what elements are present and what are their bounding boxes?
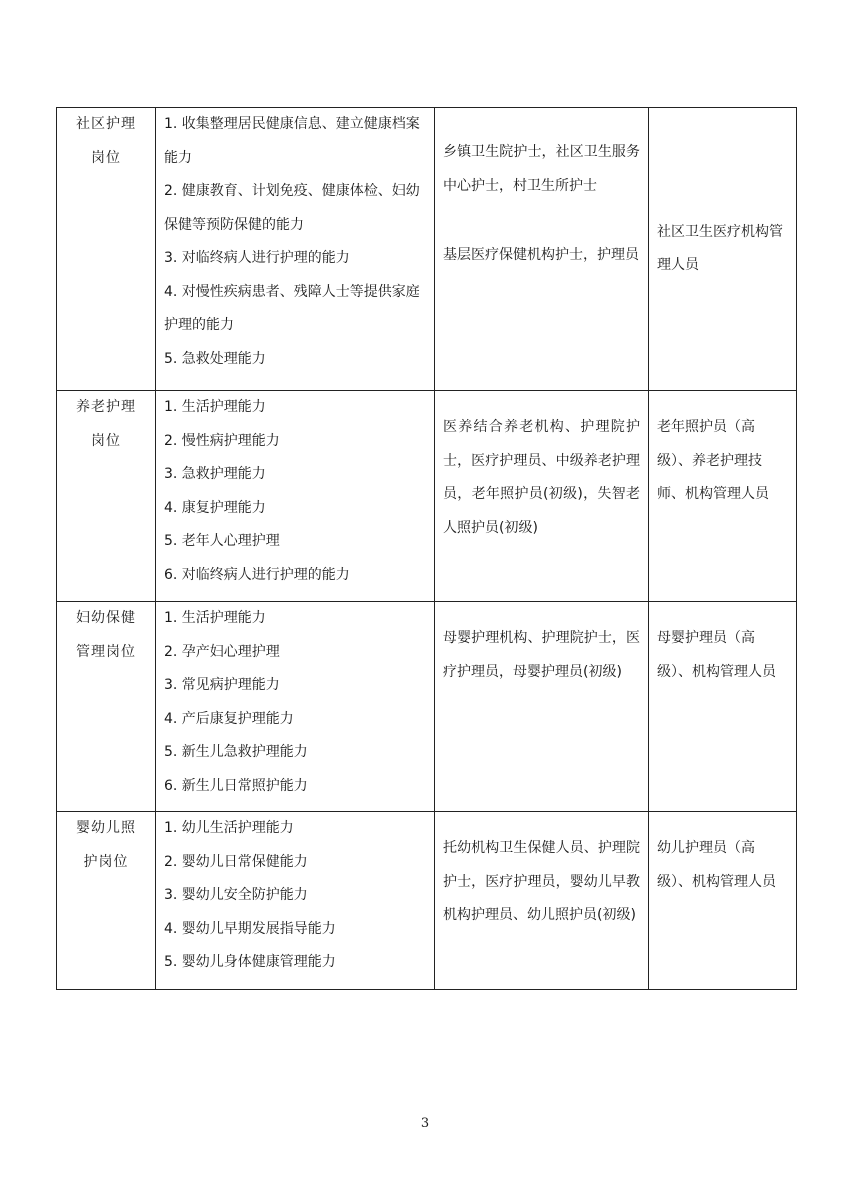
positions-cell — [435, 602, 649, 812]
role-line: 养老护理 — [76, 399, 136, 415]
ability-item: 2. 婴幼儿日常保健能力 — [164, 853, 308, 870]
table-row — [57, 602, 797, 812]
ability-item: 1. 幼儿生活护理能力 — [164, 820, 294, 836]
promotion-text: 社区卫生医疗机构管理人员 — [657, 223, 783, 273]
ability-item: 3. 婴幼儿安全防护能力 — [164, 887, 308, 903]
ability-item: 3. 急救护理能力 — [164, 466, 266, 482]
positions-text: 医养结合养老机构、护理院护士，医疗护理员、中级养老护理员，老年照护员(初级)，失智老人照护员(初级) — [443, 419, 640, 536]
role-line: 管理岗位 — [76, 643, 136, 660]
role-cell — [57, 602, 156, 812]
role-cell — [57, 108, 156, 391]
ability-item: 5. 急救处理能力 — [164, 350, 266, 367]
ability-item: 3. 常见病护理能力 — [164, 677, 280, 693]
positions-text: 托幼机构卫生保健人员、护理院护士，医疗护理员，婴幼儿早教机构护理员、幼儿照护员(初级) — [443, 840, 640, 923]
abilities-cell — [156, 108, 435, 391]
promotion-cell — [649, 602, 797, 812]
ability-item: 5. 新生儿急救护理能力 — [164, 744, 308, 760]
ability-item: 6. 新生儿日常照护能力 — [164, 777, 308, 794]
ability-item: 4. 产后康复护理能力 — [164, 710, 294, 727]
ability-item: 2. 孕产妇心理护理 — [164, 643, 280, 660]
promotion-cell — [649, 812, 797, 990]
abilities-cell — [156, 812, 435, 990]
positions-text: 乡镇卫生院护士，社区卫生服务中心护士，村卫生所护士 — [443, 144, 640, 194]
table-row — [57, 812, 797, 990]
role-cell — [57, 812, 156, 990]
ability-item: 2. 健康教育、计划免疫、健康体检、妇幼保健等预防保健的能力 — [164, 183, 420, 233]
role-cell — [57, 391, 156, 602]
ability-item: 5. 老年人心理护理 — [164, 533, 280, 549]
table-row — [57, 108, 797, 391]
page-number: 3 — [420, 1116, 430, 1131]
ability-item: 6. 对临终病人进行护理的能力 — [164, 566, 350, 583]
ability-item: 4. 对慢性疾病患者、残障人士等提供家庭护理的能力 — [164, 283, 420, 333]
role-line: 社区护理 — [76, 116, 136, 132]
positions-cell — [435, 391, 649, 602]
ability-item: 4. 康复护理能力 — [164, 499, 266, 516]
promotion-cell — [649, 391, 797, 602]
role-line: 妇幼保健 — [76, 610, 136, 626]
occupation-table — [56, 107, 797, 990]
ability-item: 3. 对临终病人进行护理的能力 — [164, 250, 350, 266]
table-row — [57, 391, 797, 602]
promotion-cell — [649, 108, 797, 391]
promotion-text: 母婴护理员（高级）、机构管理人员 — [657, 630, 776, 680]
ability-item: 1. 收集整理居民健康信息、建立健康档案能力 — [164, 116, 420, 166]
promotion-text: 幼儿护理员（高级）、机构管理人员 — [657, 840, 776, 890]
abilities-cell — [156, 602, 435, 812]
role-line: 护岗位 — [83, 853, 129, 870]
ability-item: 4. 婴幼儿早期发展指导能力 — [164, 920, 336, 937]
role-line: 婴幼儿照 — [76, 820, 136, 836]
ability-item: 2. 慢性病护理能力 — [164, 432, 280, 449]
positions-cell — [435, 812, 649, 990]
ability-item: 1. 生活护理能力 — [164, 610, 266, 626]
ability-item: 5. 婴幼儿身体健康管理能力 — [164, 954, 336, 970]
positions-cell — [435, 108, 649, 391]
positions-text: 母婴护理机构、护理院护士，医疗护理员，母婴护理员(初级) — [443, 630, 640, 680]
role-line: 岗位 — [91, 149, 121, 166]
ability-item: 1. 生活护理能力 — [164, 399, 266, 415]
promotion-text: 老年照护员（高级）、养老护理技师、机构管理人员 — [657, 419, 769, 502]
role-line: 岗位 — [91, 432, 121, 449]
abilities-cell — [156, 391, 435, 602]
positions-text: 基层医疗保健机构护士，护理员 — [443, 247, 639, 263]
